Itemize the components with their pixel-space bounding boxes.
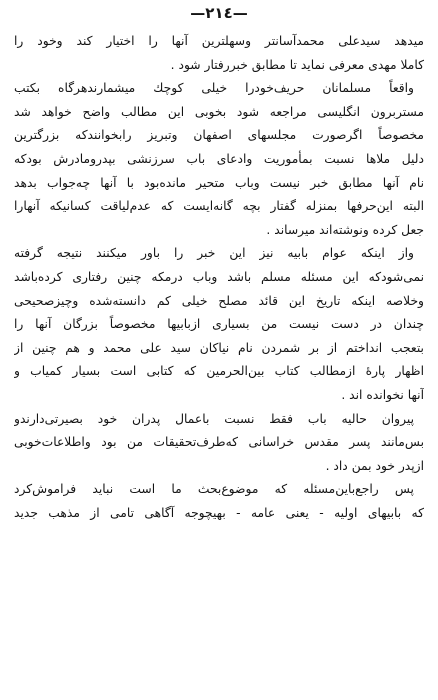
text-line: پیروان حالیه باب فقط نسبت باعمال پدران خود بصیرتی‌دارندو: [14, 411, 414, 426]
text-line: بس‌مانند پسر مقدس خراسانی که‌طرف‌تحقیقات من بود واطلاعات‌خوبی: [14, 435, 424, 450]
text-line: پس راجع‌باین‌مسئله که موضوع‌بحث ما است نباید فراموش‌کرد: [14, 482, 414, 497]
text-line: واز اینکه عوام بابیه نیز این خبر را باور میکنند نتیجه گرفته: [14, 246, 414, 261]
text-line: آنها نخوانده اند .: [341, 387, 424, 402]
text-line: چندان در دست نیست من بسیاری ازبابیها مخصوصاً بزرگان آنها را: [14, 317, 424, 332]
text-line: اظهار پارهٔ ازمطالب کتاب بین‌الحرمین که کتابی است بسیار کمیاب و: [14, 364, 424, 379]
text-line: وخلاصه اینکه تاریخ این قائد مصلح خیلی کم دانسته‌شده وچیزصحیحی: [14, 293, 424, 308]
page-number: —٢١٤—: [190, 4, 248, 22]
text-line: مستربرون انگلیسی مراجعه شود بخوبی این مطالب واضح خواهد شد: [14, 104, 424, 119]
text-line: که بابیهای اولیه - یعنی عامه - بهیچوجه آگاهی تامی از مذهب جدید: [14, 505, 424, 520]
text-line: دلیل ملاها نسبت بمأموریت وادعای باب سرزنشی بپدرومادرش بودکه: [14, 151, 424, 166]
text-line: جعل کرده ونوشته‌اند میرساند .: [266, 222, 424, 237]
text-line: بتعجب انداختم از بر شمردن نام نیاکان سید علی محمد و هم چنین از: [14, 340, 424, 355]
text-line: کاملا مهدی معرفی نماید تا مطابق خبررفتار شود .: [170, 57, 424, 72]
text-line: البته این‌حرفها بمنزله گفتار بچه گانه‌ایست که عدم‌لیاقت کسانیکه آنهارا: [14, 199, 424, 214]
text-line: ازپدر خود بمن داد .: [325, 458, 424, 473]
text-line: واقعاً مسلمانان حریف‌خودرا خیلی کوچك میشمارندهرگاه بکتب: [14, 81, 414, 96]
text-line: نام آنها مطابق خبر نیست وباب متحیر مانده‌بود با آنها چه‌جواب بدهد: [14, 175, 424, 190]
text-line: مخصوصاً اگرصورت مجلسهای اصفهان وتبریز رابخوانندکه بزرگترین: [14, 128, 424, 143]
body-text: [14, 30, 424, 525]
text-line: میدهد سیدعلی محمدآسانتر وسهلترین آنها را اختیار کند وخود را: [14, 34, 424, 48]
text-line: نمی‌شودکه این مسئله مسلم باشد وباب درمکه چنین رفتاری کرده‌باشد: [14, 269, 424, 284]
